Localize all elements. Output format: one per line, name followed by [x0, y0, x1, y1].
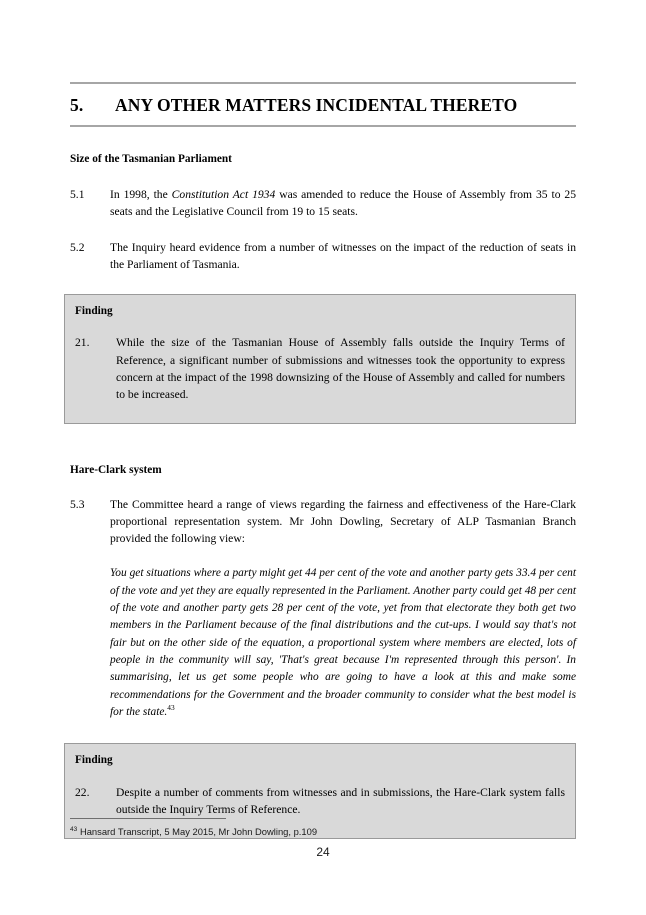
finding-label: Finding: [75, 304, 113, 317]
footnote-entry: [70, 826, 576, 839]
paragraph-text-before: In 1998, the: [110, 187, 172, 201]
quotation-text: You get situations where a party might get 44 per cent of the vote and another party gets 33.4 per cent of the vote and yet they are equally represented in the Parliament. Another party could get 48 per cent of the vote and another party gets 28 per cent of the vote, yet from that electorate they both get two members in the Parliament because of the final distributions and the cut-ups. I would say that's not fair but on the other side of the equation, a proportional system where members are elected, lots of people in the community will say, 'That's great because I'm represented through this person'. In summarising, let us get some people who are going to have a look at this and make some recommendations for the Government and the broader community to consider what the best model is for the state.: [110, 567, 576, 718]
heading-rule-bottom: [70, 125, 576, 127]
page-content: [70, 0, 576, 839]
footnote-area: [70, 818, 576, 839]
heading-rule-top: [70, 82, 576, 84]
paragraph-5-3: [70, 496, 576, 547]
chapter-number: 5.: [70, 95, 84, 115]
finding-item: [75, 334, 565, 402]
paragraph-5-2: [70, 239, 576, 273]
finding-text: While the size of the Tasmanian House of Assembly falls outside the Inquiry Terms of Reference, a significant number of submissions and witnesses took the opportunity to express concern at the impact of the 1998 downsizing of the House of Assembly and called for numbers to be increased.: [116, 336, 565, 401]
finding-label: Finding: [75, 754, 113, 767]
finding-box-21: [64, 294, 576, 424]
paragraph-text: The Committee heard a range of views regarding the fairness and effectiveness of the Hare-Clark proportional representation system. Mr John Dowling, Secretary of ALP Tasmanian Branch provided the following view:: [110, 498, 576, 546]
paragraph-number: 5.1: [70, 187, 85, 201]
page-number: 24: [316, 845, 330, 859]
paragraph-5-1: [70, 186, 576, 220]
section-heading-hare-clark: Hare-Clark system: [70, 463, 162, 476]
act-title-italic: Constitution Act 1934: [171, 187, 276, 201]
footnote-reference[interactable]: 43: [167, 703, 175, 713]
footnote-text: Hansard Transcript, 5 May 2015, Mr John Dowling, p.109: [77, 826, 318, 837]
section-heading-size: Size of the Tasmanian Parliament: [70, 153, 232, 165]
paragraph-number: 5.3: [70, 498, 85, 512]
finding-number: 21.: [75, 336, 90, 350]
footnote-marker: 43: [70, 825, 78, 833]
block-quotation: [110, 565, 576, 721]
paragraph-text: The Inquiry heard evidence from a number of witnesses on the impact of the reduction of seats in the Parliament of Tasmania.: [110, 240, 576, 271]
chapter-title: ANY OTHER MATTERS INCIDENTAL THERETO: [115, 95, 518, 115]
finding-text: Despite a number of comments from witnesses and in submissions, the Hare-Clark system falls outside the Inquiry Terms of Reference.: [116, 785, 565, 817]
finding-number: 22.: [75, 785, 90, 799]
paragraph-text-after: was amended to reduce the House of Assembly from 35 to 25 seats and the Legislative Council from 19 to 15 seats.: [110, 187, 577, 218]
finding-item: [75, 784, 565, 818]
paragraph-text: [110, 186, 576, 220]
footnote-separator-rule: [70, 818, 226, 819]
paragraph-number: 5.2: [70, 240, 85, 254]
chapter-heading: [70, 95, 576, 116]
